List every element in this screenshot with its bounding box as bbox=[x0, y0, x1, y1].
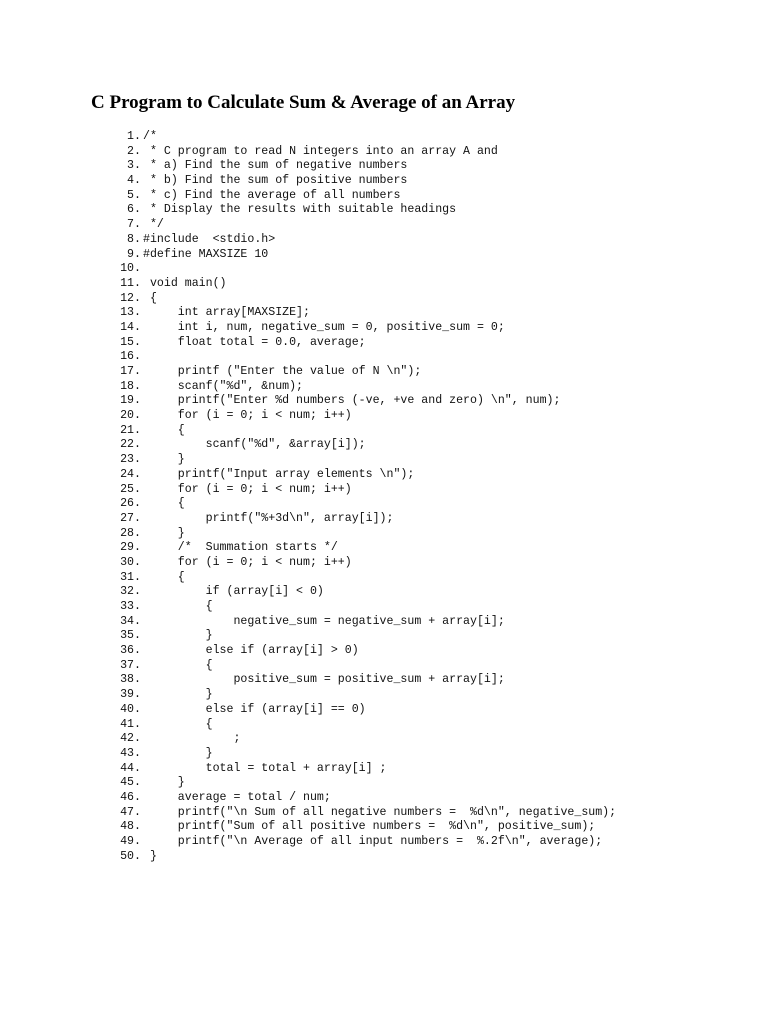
line-number: 1 bbox=[127, 130, 134, 143]
code-line: 27. printf("%+3d\n", array[i]); bbox=[112, 512, 616, 527]
code-text: { bbox=[143, 497, 185, 511]
line-number: 9 bbox=[127, 247, 134, 261]
code-text: scanf("%d", &array[i]); bbox=[143, 438, 366, 452]
code-line: 1. /* bbox=[112, 130, 616, 145]
code-line: 48. printf("Sum of all positive numbers = %d\n", positive_sum); bbox=[112, 820, 616, 835]
code-text: int array[MAXSIZE]; bbox=[143, 306, 310, 320]
code-line: 5. * c) Find the average of all numbers bbox=[112, 189, 616, 204]
line-number: 5 bbox=[127, 188, 134, 202]
line-number: 30 bbox=[120, 555, 134, 569]
code-text: { bbox=[143, 570, 185, 584]
line-number: 19 bbox=[120, 394, 134, 408]
code-line: 11. void main() bbox=[112, 277, 616, 292]
code-line: 26. { bbox=[112, 497, 616, 512]
code-text: } bbox=[143, 526, 185, 540]
line-number: 26 bbox=[120, 497, 134, 511]
code-text: negative_sum = negative_sum + array[i]; bbox=[143, 614, 505, 628]
document-title: C Program to Calculate Sum & Average of an Array bbox=[91, 92, 516, 113]
code-text: #define MAXSIZE 10 bbox=[143, 247, 269, 261]
code-text: #include <stdio.h> bbox=[143, 232, 276, 246]
code-text: } bbox=[143, 629, 213, 643]
code-text: { bbox=[143, 423, 185, 437]
code-text: * b) Find the sum of positive numbers bbox=[143, 174, 408, 188]
code-text: { bbox=[143, 291, 157, 305]
code-line: 44. total = total + array[i] ; bbox=[112, 762, 616, 777]
code-text: for (i = 0; i < num; i++) bbox=[143, 409, 352, 423]
code-text: if (array[i] < 0) bbox=[143, 585, 324, 599]
code-text: { bbox=[143, 717, 213, 731]
line-number: 45 bbox=[120, 776, 134, 790]
code-line: 42. ; bbox=[112, 732, 616, 747]
code-line: 15. float total = 0.0, average; bbox=[112, 336, 616, 351]
code-line: 35. } bbox=[112, 629, 616, 644]
line-number: 25 bbox=[120, 482, 134, 496]
code-text: { bbox=[143, 600, 213, 613]
code-line: 12. { bbox=[112, 292, 616, 307]
code-text: } bbox=[143, 688, 213, 702]
code-line: 43. } bbox=[112, 747, 616, 762]
line-number: 46 bbox=[120, 790, 134, 804]
code-text: printf("Enter %d numbers (-ve, +ve and zero) \n", num); bbox=[143, 394, 561, 408]
code-text: * Display the results with suitable headings bbox=[143, 203, 457, 217]
line-number: 28 bbox=[120, 526, 134, 540]
code-line: 36. else if (array[i] > 0) bbox=[112, 644, 616, 659]
code-text: positive_sum = positive_sum + array[i]; bbox=[143, 673, 505, 687]
code-text: */ bbox=[143, 218, 164, 232]
code-text: * a) Find the sum of negative numbers bbox=[143, 159, 408, 173]
code-line: 32. if (array[i] < 0) bbox=[112, 585, 616, 600]
code-text: total = total + array[i] ; bbox=[143, 761, 387, 775]
code-line: 24. printf("Input array elements \n"); bbox=[112, 468, 616, 483]
code-line: 49. printf("\n Average of all input numbers = %.2f\n", average); bbox=[112, 835, 616, 850]
code-line: 37. { bbox=[112, 659, 616, 674]
line-number: 12 bbox=[120, 291, 134, 305]
line-number: 47 bbox=[120, 805, 134, 819]
line-number: 37 bbox=[120, 658, 134, 672]
line-number: 42 bbox=[120, 732, 134, 746]
code-text: void main() bbox=[143, 276, 227, 290]
code-text: else if (array[i] == 0) bbox=[143, 702, 366, 716]
line-number: 8 bbox=[127, 232, 134, 246]
code-line: 6. * Display the results with suitable headings bbox=[112, 203, 616, 218]
code-line: 14. int i, num, negative_sum = 0, positive_sum = 0; bbox=[112, 321, 616, 336]
line-number: 4 bbox=[127, 174, 134, 188]
code-line: 38. positive_sum = positive_sum + array[i]; bbox=[112, 673, 616, 688]
code-line: 4. * b) Find the sum of positive numbers bbox=[112, 174, 616, 189]
code-line: 19. printf("Enter %d numbers (-ve, +ve and zero) \n", num); bbox=[112, 394, 616, 409]
line-number: 13 bbox=[120, 306, 134, 320]
line-number: 38 bbox=[120, 673, 134, 687]
code-line: 22. scanf("%d", &array[i]); bbox=[112, 438, 616, 453]
line-number: 21 bbox=[120, 423, 134, 437]
code-line: 10. bbox=[112, 262, 616, 277]
line-number: 49 bbox=[120, 835, 134, 848]
code-text: * C program to read N integers into an array A and bbox=[143, 144, 498, 158]
line-number: 20 bbox=[120, 409, 134, 423]
code-text: } bbox=[143, 453, 185, 467]
code-line: 50. } bbox=[112, 850, 616, 865]
line-number: 40 bbox=[120, 702, 134, 716]
line-number: 2 bbox=[127, 144, 134, 158]
line-number: 24 bbox=[120, 467, 134, 481]
code-line: 31. { bbox=[112, 571, 616, 586]
line-number: 23 bbox=[120, 453, 134, 467]
line-number: 48 bbox=[120, 820, 134, 834]
line-number: 14 bbox=[120, 320, 134, 334]
line-number: 50 bbox=[120, 849, 134, 863]
code-line: 21. { bbox=[112, 424, 616, 439]
line-number: 35 bbox=[120, 629, 134, 643]
code-text: for (i = 0; i < num; i++) bbox=[143, 482, 352, 496]
line-number: 16 bbox=[120, 350, 134, 364]
line-number: 3 bbox=[127, 159, 134, 173]
code-line: 25. for (i = 0; i < num; i++) bbox=[112, 483, 616, 498]
line-number: 29 bbox=[120, 541, 134, 555]
line-number: 43 bbox=[120, 746, 134, 760]
code-line: 23. } bbox=[112, 453, 616, 468]
code-text: { bbox=[143, 658, 213, 672]
code-line: 33. { bbox=[112, 600, 616, 615]
line-number: 39 bbox=[120, 688, 134, 702]
code-text: } bbox=[143, 746, 213, 760]
code-line: 46. average = total / num; bbox=[112, 791, 616, 806]
line-number: 44 bbox=[120, 761, 134, 775]
line-number: 7 bbox=[127, 218, 134, 232]
line-number: 22 bbox=[120, 438, 134, 452]
code-listing bbox=[112, 130, 616, 864]
code-line: 7. */ bbox=[112, 218, 616, 233]
code-line: 8. #include <stdio.h> bbox=[112, 233, 616, 248]
line-number: 36 bbox=[120, 644, 134, 658]
code-line: 45. } bbox=[112, 776, 616, 791]
line-number: 34 bbox=[120, 614, 134, 628]
code-text: } bbox=[143, 849, 157, 863]
line-number: 6 bbox=[127, 203, 134, 217]
code-line: 28. } bbox=[112, 527, 616, 542]
line-number: 11 bbox=[120, 276, 134, 290]
code-line: 20. for (i = 0; i < num; i++) bbox=[112, 409, 616, 424]
code-line: 13. int array[MAXSIZE]; bbox=[112, 306, 616, 321]
line-number: 32 bbox=[120, 585, 134, 599]
code-text: ; bbox=[143, 732, 241, 746]
code-line: 3. * a) Find the sum of negative numbers bbox=[112, 159, 616, 174]
code-line: 9. #define MAXSIZE 10 bbox=[112, 248, 616, 263]
code-line: 16. bbox=[112, 350, 616, 365]
line-number: 31 bbox=[120, 570, 134, 584]
code-line: 30. for (i = 0; i < num; i++) bbox=[112, 556, 616, 571]
code-text: else if (array[i] > 0) bbox=[143, 644, 359, 658]
code-text: printf("%+3d\n", array[i]); bbox=[143, 511, 394, 525]
line-number: 10 bbox=[120, 262, 134, 276]
code-line: 47. printf("\n Sum of all negative numbers = %d\n", negative_sum); bbox=[112, 806, 616, 821]
code-text: average = total / num; bbox=[143, 790, 331, 804]
code-text: printf("\n Average of all input numbers = %.2f\n", average); bbox=[143, 835, 603, 848]
code-text: printf ("Enter the value of N \n"); bbox=[143, 365, 422, 378]
line-number: 17 bbox=[120, 365, 134, 378]
code-text: /* Summation starts */ bbox=[143, 541, 338, 555]
line-number: 15 bbox=[120, 335, 134, 349]
code-text: scanf("%d", &num); bbox=[143, 379, 304, 393]
code-text: printf("\n Sum of all negative numbers = %d\n", negative_sum); bbox=[143, 805, 617, 819]
code-line: 17. printf ("Enter the value of N \n"); bbox=[112, 365, 616, 380]
code-text: printf("Input array elements \n"); bbox=[143, 467, 415, 481]
line-number: 41 bbox=[120, 717, 134, 731]
code-line: 29. /* Summation starts */ bbox=[112, 541, 616, 556]
line-number: 18 bbox=[120, 379, 134, 393]
line-number: 33 bbox=[120, 600, 134, 613]
code-text: float total = 0.0, average; bbox=[143, 335, 366, 349]
code-text: * c) Find the average of all numbers bbox=[143, 188, 401, 202]
code-text: printf("Sum of all positive numbers = %d\n", positive_sum); bbox=[143, 820, 596, 834]
code-text: int i, num, negative_sum = 0, positive_sum = 0; bbox=[143, 320, 505, 334]
code-line: 39. } bbox=[112, 688, 616, 703]
code-text: } bbox=[143, 776, 185, 790]
code-line: 34. negative_sum = negative_sum + array[i]; bbox=[112, 615, 616, 630]
code-line: 2. * C program to read N integers into an array A and bbox=[112, 145, 616, 160]
line-number: 27 bbox=[120, 511, 134, 525]
code-text: for (i = 0; i < num; i++) bbox=[143, 555, 352, 569]
code-text: /* bbox=[143, 130, 157, 143]
code-line: 40. else if (array[i] == 0) bbox=[112, 703, 616, 718]
code-line: 41. { bbox=[112, 718, 616, 733]
code-line: 18. scanf("%d", &num); bbox=[112, 380, 616, 395]
